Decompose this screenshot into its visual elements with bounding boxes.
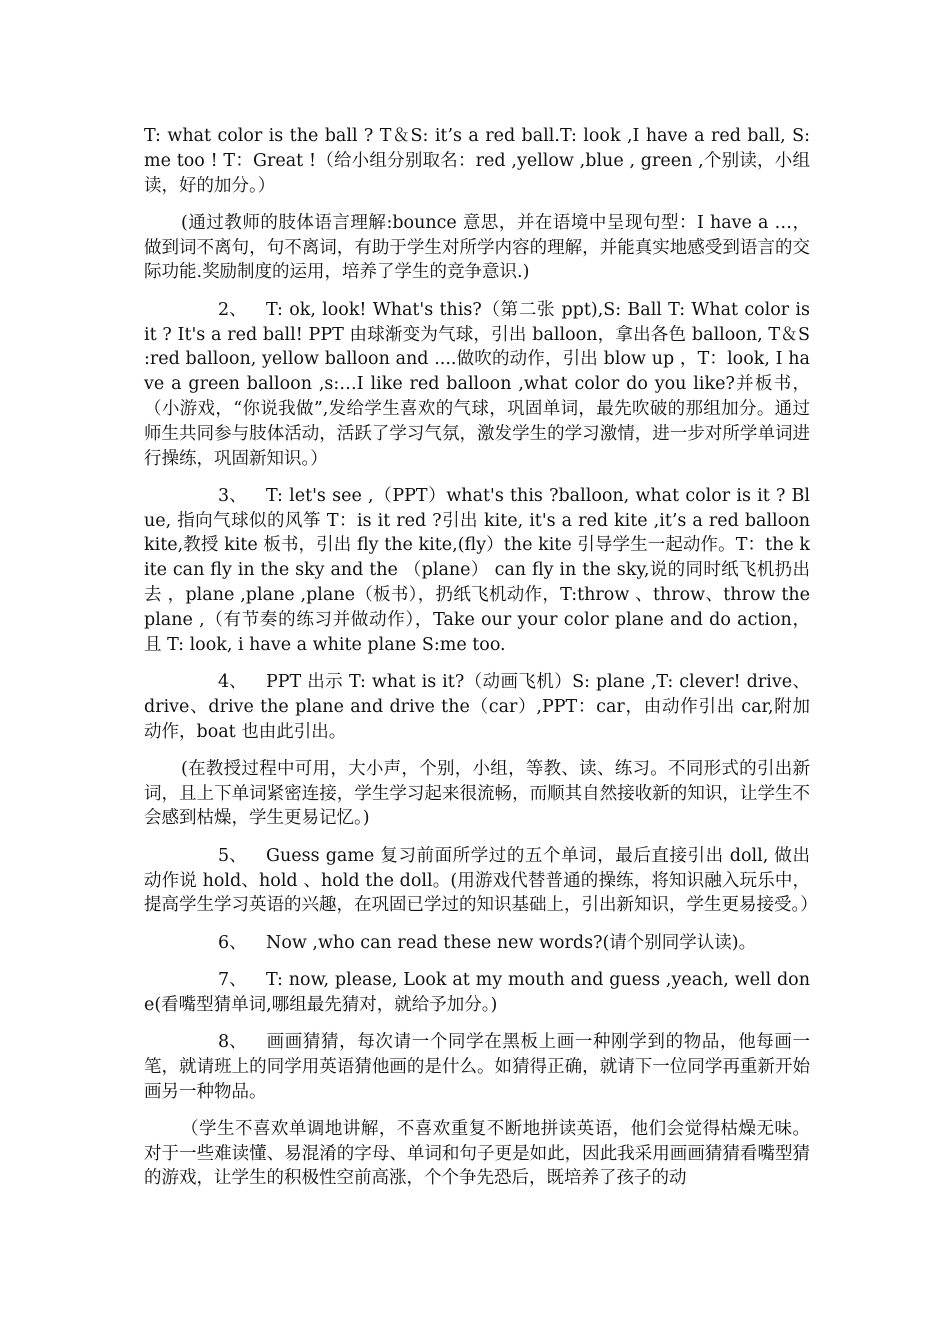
paragraph-step-6 [144, 931, 810, 956]
paragraph-text: (在教授过程中可用，大小声，个别，小组，等教、读、练习。不同形式的引出新词，且上下单词紧密连接，学生学习起来很流畅，而顺其自然接收新的知识，让学生不会感到枯燥，学生更易记忆。) [144, 758, 810, 829]
step-number: 6、 [218, 932, 247, 953]
paragraph-text: T: ok, look! What's this?（第二张 ppt),S: Ball T: What color is it ? It's a red ball! PPT 由球渐变为气球，引出 balloon，拿出各色 balloon, T＆S :red balloon, yellow balloon and ....做吹的动作，引出 blow up ，T：look, I have a green balloon ,s:…I like red balloon ,what color do you like?并板书，（小游戏，“你说我做”,发给学生喜欢的气球，巩固单词，最先吹破的那组加分。通过师生共同参与肢体活动，活跃了学习气氛，激发学生的学习激情，进一步对所学单词进行操练，巩固新知识。） [144, 299, 810, 469]
paragraph-text: T: let's see ,（PPT）what's this ?balloon, what color is it ? Blue, 指向气球似的风筝 T：is it red ?引出 kite, it's a red kite ,it’s a red balloon kite,教授 kite 板书，引出 fly the kite,(fly）the kite 引导学生一起动作。T：the kite can fly in the sky and the （plane） can fly in the sky,说的同时纸飞机扔出去 ，plane ,plane ,plane（板书），扔纸飞机动作，T:throw 、throw、throw the plane ,（有节奏的练习并做动作），Take our your color plane and do action，且 T: look, i have a white plane S:me too. [144, 485, 810, 655]
step-number: 8、 [218, 1032, 247, 1052]
paragraph-text: （学生不喜欢单调地讲解，不喜欢重复不断地拼读英语，他们会觉得枯燥无味。对于一些难读懂、易混淆的字母、单词和句子更是如此，因此我采用画画猜猜看嘴型猜的游戏，让学生的积极性空前高涨，个个争先恐后，既培养了孩子的动 [144, 1118, 810, 1189]
paragraph-step-7 [144, 968, 810, 1018]
paragraph-text: T: now, please, Look at my mouth and guess ,yeach, well done(看嘴型猜单词,哪组最先猜对，就给予加分。) [144, 969, 810, 1015]
paragraph-step-4 [144, 670, 810, 744]
step-number: 4、 [218, 671, 247, 692]
paragraph-step-5 [144, 844, 818, 918]
paragraph-text: (通过教师的肢体语言理解:bounce 意思，并在语境中呈现句型：I have a …，做到词不离句，句不离词，有助于学生对所学内容的理解，并能真实地感受到语言的交际功能.奖励制度的运用，培养了学生的竞争意识.) [144, 212, 810, 283]
paragraph-step-3 [144, 484, 810, 658]
paragraph-text: PPT 出示 T: what is it?（动画飞机）S: plane ,T: clever! drive、drive、drive the plane and drive the（car）,PPT：car，由动作引出 car,附加动作，boat 也由此引出。 [144, 671, 810, 742]
paragraph-note-8 [144, 1117, 810, 1191]
paragraph-note-4 [144, 757, 810, 831]
paragraph-1 [144, 124, 810, 198]
paragraph-step-2 [144, 298, 810, 472]
paragraph-step-8 [144, 1030, 810, 1104]
document-body [144, 124, 818, 1204]
step-number: 7、 [218, 969, 247, 990]
step-number: 2、 [218, 299, 247, 320]
paragraph-text: T: what color is the ball ? T＆S: it’s a red ball.T: look ,I have a red ball, S: me too ! T：Great !（给小组分别取名：red ,yellow ,blue , green ,个别读，小组读，好的加分。） [144, 126, 810, 196]
paragraph-text: Now ,who can read these new words?(请个别同学认读)。 [266, 932, 757, 953]
step-number: 5、 [218, 845, 247, 866]
step-number: 3、 [218, 485, 247, 506]
paragraph-text: 画画猜猜，每次请一个同学在黑板上画一种刚学到的物品，他每画一笔，就请班上的同学用英语猜他画的是什么。如猜得正确，就请下一位同学再重新开始画另一种物品。 [144, 1032, 810, 1102]
paragraph-2 [144, 211, 810, 285]
paragraph-text: Guess game 复习前面所学过的五个单词，最后直接引出 doll, 做出动作说 hold、hold 、hold the doll。(用游戏代替普通的操练，将知识融入玩乐中，提高学生学习英语的兴趣，在巩固已学过的知识基础上，引出新知识，学生更易接受。） [144, 845, 818, 916]
